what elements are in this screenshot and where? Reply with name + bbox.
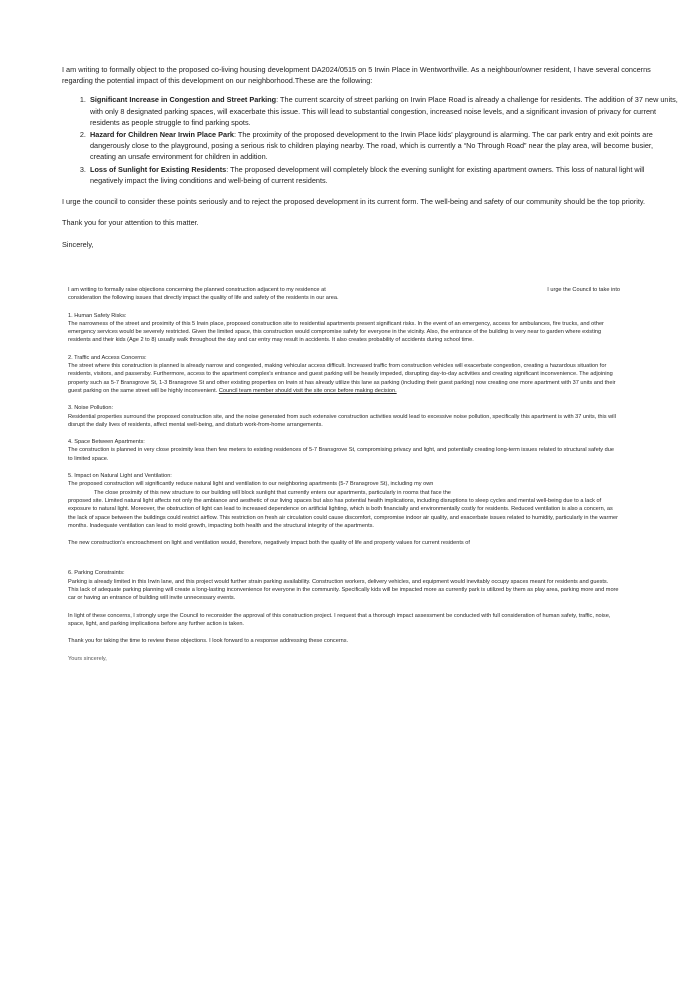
letter1-urge: I urge the council to consider these points seriously and to reject the proposed development in its current form. The well-being and safety of our community should be the top priority. [62,197,645,207]
section-body: The construction is planned in very close proximity less then few meters to existing residences of 5-7 Bransgrove St, compromising privacy and light, and potentially creating long-term issues related to structural safety due to limited space. [68,447,614,462]
section-body [68,362,620,395]
section-line [68,489,620,497]
section-heading: 5. Impact on Natural Light and Ventilation: [68,473,172,480]
section-closing: The new construction’s encroachment on light and ventilation would, therefore, negatively impact both the quality of life and property values for current residents of [68,540,470,547]
section-line-text: The close proximity of this new structure to our building will block sunlight that currently enters our apartments, particularly in rooms that face the [94,489,451,496]
section-heading: 4. Space Between Apartments: [68,439,145,446]
section-body: Residential properties surround the proposed construction site, and the noise generated from such extensive construction activities would lead to excessive noise pollution, specifically this apartment is with 37 units, this will disrupt the daily lives of residents, affect mental well-being, and disturb work-from-home arrangements. [68,413,616,428]
section-body: The narrowness of the street and proximity of this 5 Irwin place, proposed construction site to residential apartments present significant risks. In the event of an emergency, access for ambulances, fire trucks, and other emergency services would be severely restricted. Given the limited space, this construction would compromise safety for everyone in the vicinity. Also, the entrance of the building is very near to garden where existing residents and their kids (Age 2 to 8) usually walk throughout the day and car entry may result in accidents. It also creates probability of accidents during school time. [68,320,604,344]
concern-item [88,129,678,163]
concern-text: : The proposed development will completely block the evening sunlight for existing apartment owners. This loss of natural light will negatively impact the living conditions and well-being of current residents. [90,164,645,185]
section-heading: 2. Traffic and Access Concerns: [68,354,147,361]
concern-item [88,164,678,186]
concern-title: Loss of Sunlight for Existing Residents [90,164,227,174]
letter2-intro-row [68,286,620,294]
concern-title: Significant Increase in Congestion and Street Parking [90,95,277,105]
section-heading: 3. Noise Pollution: [68,405,114,412]
concern-text: : The proximity of the proposed development to the Irwin Place kids' playground is alarming. The car park entry and exit points are dangerously close to the playground, posing a serious risk to children playing nearby. The road, which is currently a “No Through Road” near the play area, will become busier, creating an unsafe environment for children in addition. [90,130,653,162]
concern-text: : The current scarcity of street parking on Irwin Place Road is already a challenge for residents. The addition of 37 new units, with only 8 designated parking spaces, will exacerbate this issue. This will lead to substantial congestion, increased noise levels, and a significant invasion of privacy for current residents as people struggle to find parking spots. [90,95,678,127]
letter2-intro-a: I am writing to formally raise objections concerning the planned construction adjacent to my residence at [68,287,326,293]
section-line: The proposed construction will significantly reduce natural light and ventilation to our neighboring apartments (5-7 Bransgrove St), including my own [68,481,434,488]
letter2-conclusion: In light of these concerns, I strongly urge the Council to reconsider the approval of this construction project. I request that a thorough impact assessment be conducted with full consideration of human safety, traffic, noise, space, light, and parking implications before any further action is taken. [68,612,611,627]
letter1-intro: I am writing to formally object to the proposed co-living housing development DA2024/0515 on 5 Irwin Place in Wentworthville. As a neighbour/owner resident, I have several concerns regarding the potential impact of this development on our neighborhood.These are the following: [62,65,651,86]
section-body: proposed site. Limited natural light affects not only the ambiance and aesthetic of our living spaces but also has potential health implications, including disruptions to sleep cycles and mental well-being due to a lack of exposure to natural light. Moreover, the obstruction of light can lead to increased dependence on artificial lighting, which is both financially and environmentally costly for residents. Reduced ventilation is also a concern, as the lack of space between the buildings could restrict airflow. This restriction on fresh air circulation could cause discomfort, compromise indoor air quality, and exacerbate issues related to humidity, particularly in the warmer months. Inadequate ventilation can lead to mold growth, impacting both health and the structural integrity of the apartments. [68,497,618,529]
section-heading: 6. Parking Constraints: [68,570,125,577]
section-heading: 1. Human Safety Risks: [68,312,127,319]
letter1-signoff: Sincerely, [62,240,94,250]
objection-letter-1 [62,64,678,251]
concern-list [62,94,678,186]
concern-item [88,94,678,128]
letter2-signoff: Yours sincerely, [68,655,107,662]
section-text: The street where this construction is planned is already narrow and congested, making vehicular access difficult. Increased traffic from construction vehicles will exacerbate congestion, creating a hazardous situation for residents, visitors, and passersby. Furthermore, access to the apartment complex's entrance and guest parking will be heavily impeded, disrupting day-to-day activities and creating significant inconvenience. The adjoining property such as 5-7 Bransgrove St, 1-3 Bransgrove St and other existing properties on Irwin st has already utilize this lane as parking (including their guest parking) now creating one more apartment with 37 units and their guest parking on the same street will be highly inconvenient. [68,363,616,394]
letter2-intro-c: consideration the following issues that directly impact the quality of life and safety of the residents in our area. [68,295,339,302]
concern-title: Hazard for Children Near Irwin Place Park [90,130,234,140]
section-body: Parking is already limited in this Irwin lane, and this project would further strain parking availability. Construction workers, delivery vehicles, and equipment would inevitably occupy spaces meant for residents and guests. This lack of adequate parking planning will create a long-lasting inconvenience for everyone in the community. Specifically kids will be impacted more as currently park is utilized by them as play area, parking more and more car or having an entrance of building will invite unnecessary events. [68,578,619,602]
letter1-thanks: Thank you for your attention to this matter. [62,218,199,228]
letter2-intro-b: I urge the Council to take into [547,287,620,293]
underlined-note: Council team member should visit the site once before making decision. [218,387,397,394]
letter2-thanks: Thank you for taking the time to review these objections. I look forward to a response addressing these concerns. [68,638,349,645]
objection-letter-2 [68,286,620,663]
